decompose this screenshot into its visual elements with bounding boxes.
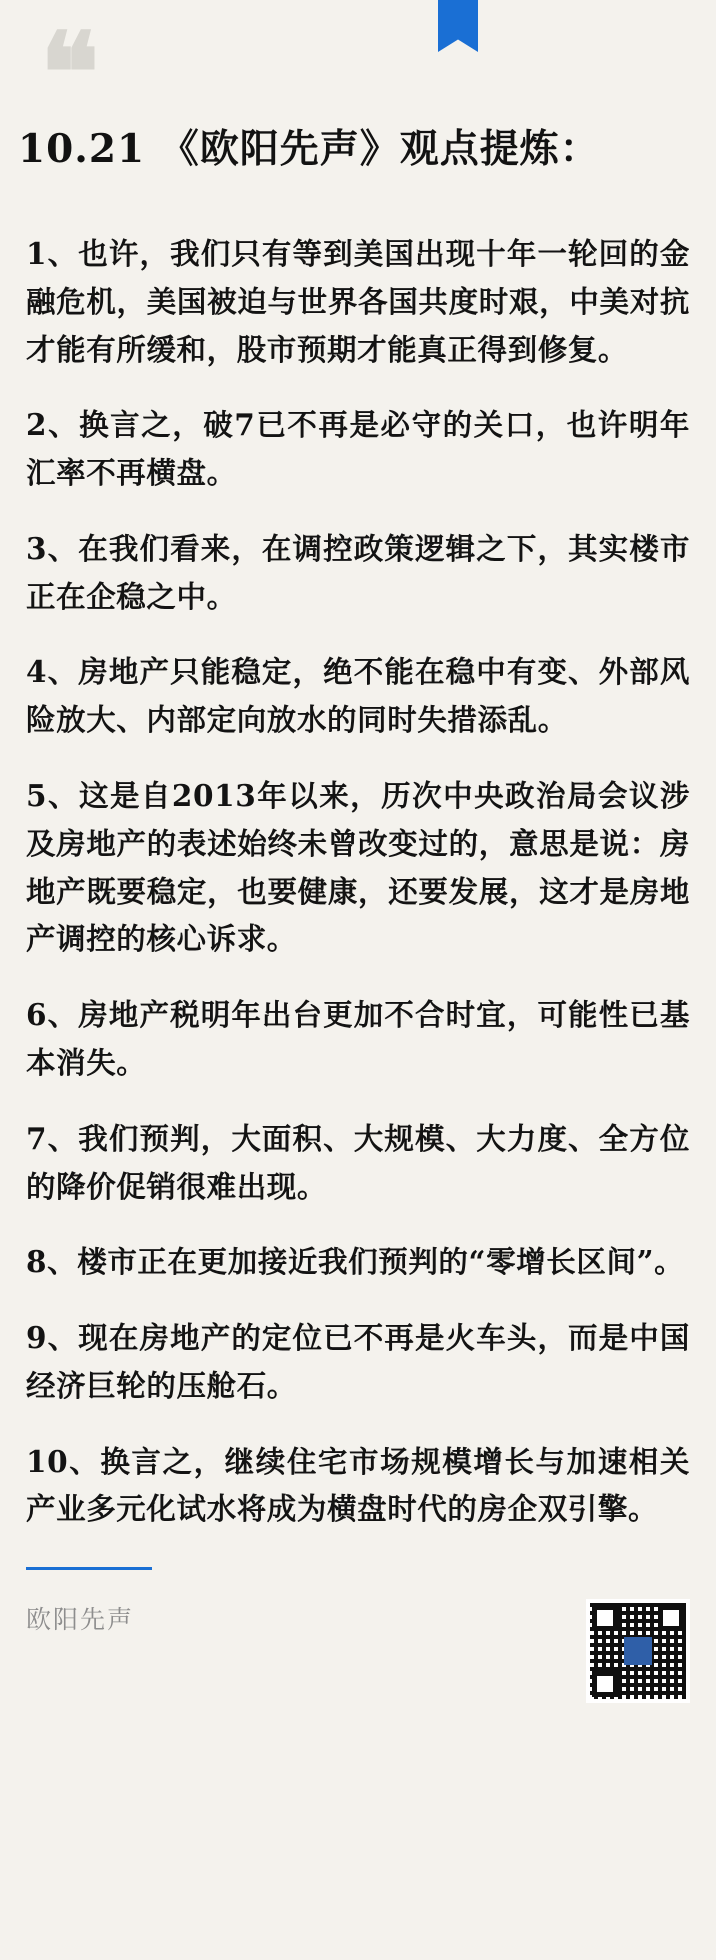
qr-finder-top-left	[592, 1605, 618, 1631]
brand-label: 欧阳先声	[26, 1606, 135, 1635]
paragraph-9: 9、现在房地产的定位已不再是火车头，而是中国经济巨轮的压舱石。	[26, 1320, 690, 1403]
page-title: 10.21 《欧阳先声》观点提炼：	[18, 126, 600, 172]
footer-divider	[26, 1567, 152, 1570]
quotation-mark-icon: ❝	[40, 8, 94, 137]
paragraph-3: 3、在我们看来，在调控政策逻辑之下，其实楼市正在企稳之中。	[26, 530, 690, 614]
paragraph-8: 8、楼市正在更加接近我们预判的“零增长区间”。	[26, 1244, 685, 1280]
qr-finder-bottom-left	[592, 1671, 618, 1697]
article-footer	[0, 1567, 716, 1707]
qr-logo	[624, 1637, 652, 1665]
paragraph-1: 1、也许，我们只有等到美国出现十年一轮回的金融危机，美国被迫与世界各国共度时艰，中美对抗才能有所缓和，股市预期才能真正得到修复。	[26, 236, 690, 367]
paragraph-6: 6、房地产税明年出台更加不合时宜，可能性已基本消失。	[26, 997, 690, 1080]
qr-code-icon[interactable]	[586, 1599, 690, 1703]
qr-finder-top-right	[658, 1605, 684, 1631]
paragraph-10: 10、换言之，继续住宅市场规模增长与加速相关产业多元化试水将成为横盘时代的房企双引擎。	[26, 1443, 690, 1527]
paragraph-2: 2、换言之，破7已不再是必守的关口，也许明年汇率不再横盘。	[26, 407, 690, 491]
article-body	[0, 174, 716, 1533]
paragraph-5: 5、这是自2013年以来，历次中央政治局会议涉及房地产的表述始终未曾改变过的，意思是说：房地产既要稳定，也要健康，还要发展，这才是房地产调控的核心诉求。	[26, 778, 690, 957]
paragraph-7: 7、我们预判，大面积、大规模、大力度、全方位的降价促销很难出现。	[26, 1120, 690, 1204]
paragraph-4: 4、房地产只能稳定，绝不能在稳中有变、外部风险放大、内部定向放水的同时失措添乱。	[26, 654, 690, 738]
